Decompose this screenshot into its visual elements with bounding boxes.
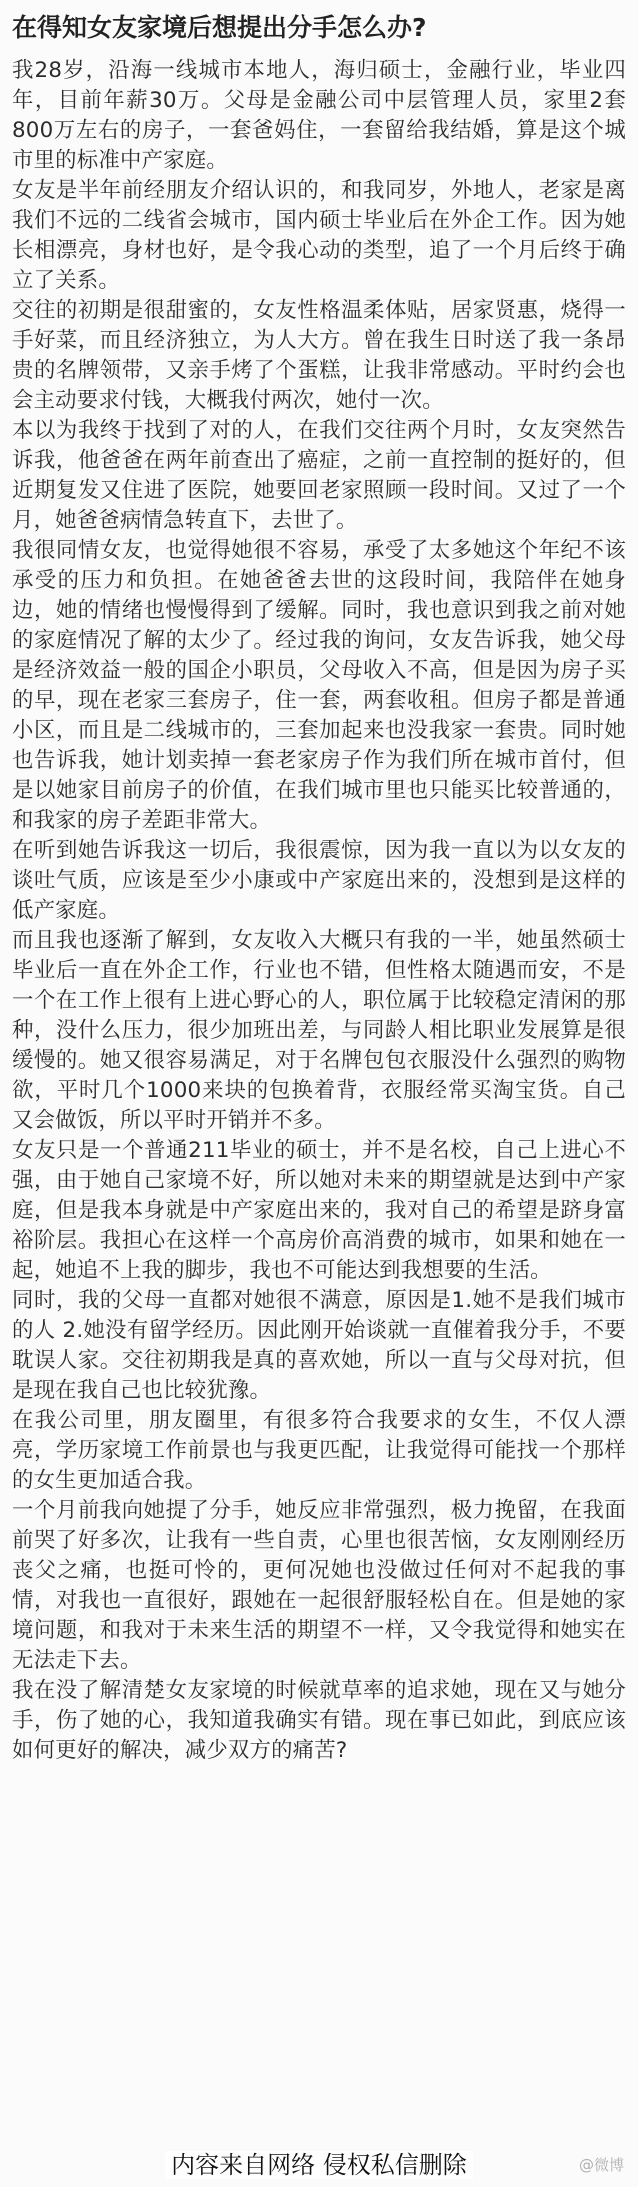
copyright-footer [0,2149,638,2181]
paragraph-12: 我在没了解清楚女友家境的时候就草率的追求她，现在又与她分手，伤了她的心，我知道我确实有错。现在事已如此，到底应该如何更好的解决，减少双方的痛苦? [12,1678,626,1763]
copyright-notice: 内容来自网络 侵权私信删除 [165,2151,473,2179]
paragraph-7: 而且我也逐渐了解到，女友收入大概只有我的一半，她虽然硕士毕业后一直在外企工作，行业也不错，但性格太随遇而安，不是一个在工作上很有上进心野心的人，职位属于比较稳定清闲的那种，没什么压力，很少加班出差，与同龄人相比职业发展算是很缓慢的。她又很容易满足，对于名牌包包衣服没什么强烈的购物欲，平时几个1000来块的包换着背，衣服经常买淘宝货。自己又会做饭，所以平时开销并不多。 [12,928,626,1133]
paragraph-11: 一个月前我向她提了分手，她反应非常强烈，极力挽留，在我面前哭了好多次，让我有一些自责，心里也很苦恼，女友刚刚经历丧父之痛，也挺可怜的，更何况她也没做过任何对不起我的事情，对我也一直很好，跟她在一起很舒服轻松自在。但是她的家境问题，和我对于未来生活的期望不一样，又令我觉得和她实在无法走下去。 [12,1498,626,1673]
article-body [12,56,626,2141]
paragraph-5: 我很同情女友，也觉得她很不容易，承受了太多她这个年纪不该承受的压力和负担。在她爸爸去世的这段时间，我陪伴在她身边，她的情绪也慢慢得到了缓解。同时，我也意识到我之前对她的家庭情况了解的太少了。经过我的询问，女友告诉我，她父母是经济效益一般的国企小职员，父母收入不高，但是因为房子买的早，现在老家三套房子，住一套，两套收租。但房子都是普通小区，而且是二线城市的，三套加起来也没我家一套贵。同时她也告诉我，她计划卖掉一套老家房子作为我们所在城市首付，但是以她家目前房子的价值，在我们城市里也只能买比较普通的，和我家的房子差距非常大。 [12,538,626,833]
paragraph-1: 我28岁，沿海一线城市本地人，海归硕士，金融行业，毕业四年，目前年薪30万。父母是金融公司中层管理人员，家里2套800万左右的房子，一套爸妈住，一套留给我结婚，算是这个城市里的标准中产家庭。 [12,58,626,173]
paragraph-3: 交往的初期是很甜蜜的，女友性格温柔体贴，居家贤惠，烧得一手好菜，而且经济独立，为人大方。曾在我生日时送了我一条昂贵的名牌领带，又亲手烤了个蛋糕，让我非常感动。平时约会也会主动要求付钱，大概我付两次，她付一次。 [12,298,626,413]
article-title: 在得知女友家境后想提出分手怎么办? [12,13,427,42]
paragraph-9: 同时，我的父母一直都对她很不满意，原因是1.她不是我们城市的人 2.她没有留学经历。因此刚开始谈就一直催着我分手，不要耽误人家。交往初期我是真的喜欢她，所以一直与父母对抗，但是现在我自己也比较犹豫。 [12,1288,626,1403]
paragraph-6: 在听到她告诉我这一切后，我很震惊，因为我一直以为以女友的谈吐气质，应该是至少小康或中产家庭出来的，没想到是这样的低产家庭。 [12,838,626,923]
weibo-watermark: @微博 [578,2156,624,2174]
paragraph-2: 女友是半年前经朋友介绍认识的，和我同岁，外地人，老家是离我们不远的二线省会城市，国内硕士毕业后在外企工作。因为她长相漂亮，身材也好，是令我心动的类型，追了一个月后终于确立了关系。 [12,178,626,293]
paragraph-10: 在我公司里，朋友圈里，有很多符合我要求的女生，不仅人漂亮，学历家境工作前景也与我更匹配，让我觉得可能找一个那样的女生更加适合我。 [12,1408,626,1493]
paragraph-4: 本以为我终于找到了对的人，在我们交往两个月时，女友突然告诉我，他爸爸在两年前查出了癌症，之前一直控制的挺好的，但近期复发又住进了医院，她要回老家照顾一段时间。又过了一个月，她爸爸病情急转直下，去世了。 [12,418,626,533]
paragraph-8: 女友只是一个普通211毕业的硕士，并不是名校，自己上进心不强，由于她自己家境不好，所以她对未来的期望就是达到中产家庭，但是我本身就是中产家庭出来的，我对自己的希望是跻身富裕阶层。我担心在这样一个高房价高消费的城市，如果和她在一起，她追不上我的脚步，我也不可能达到我想要的生活。 [12,1138,626,1283]
